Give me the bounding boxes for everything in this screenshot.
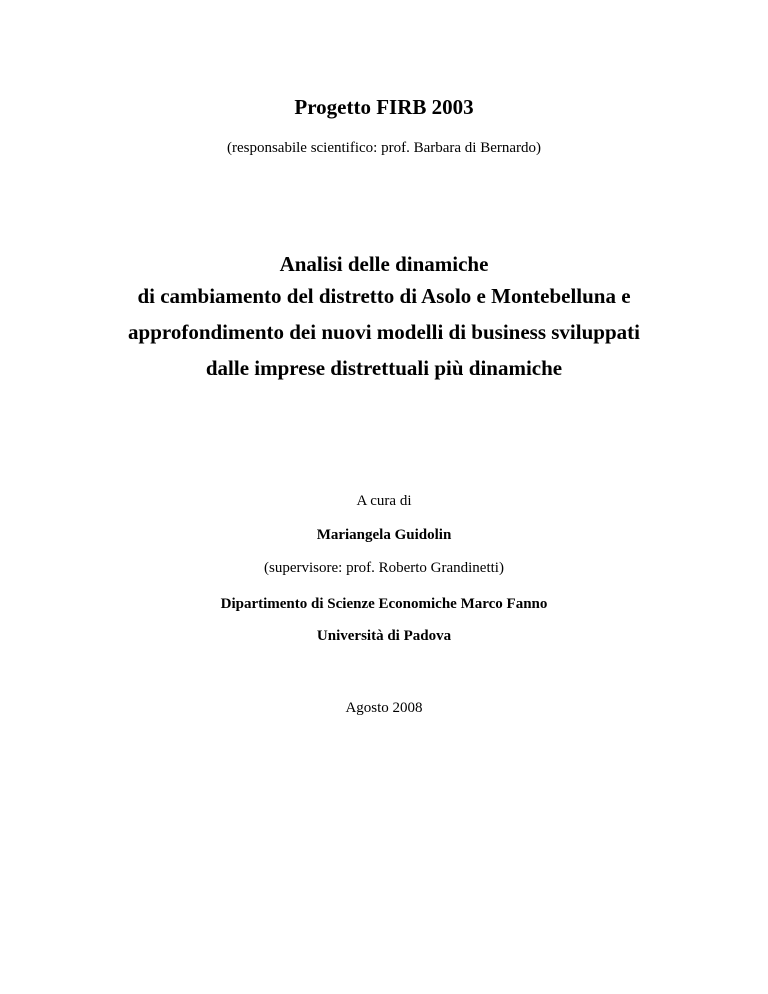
supervisor: (supervisore: prof. Roberto Grandinetti) bbox=[264, 560, 504, 576]
university: Università di Padova bbox=[316, 628, 452, 644]
author-name: Mariangela Guidolin bbox=[316, 527, 452, 543]
publication-date: Agosto 2008 bbox=[345, 700, 423, 716]
curated-by-label: A cura di bbox=[356, 493, 412, 509]
title-line: approfondimento dei nuovi modelli di business sviluppati bbox=[128, 320, 640, 344]
project-title: Progetto FIRB 2003 bbox=[294, 95, 474, 119]
title-line: Analisi delle dinamiche bbox=[279, 252, 489, 276]
department: Dipartimento di Scienze Economiche Marco Fanno bbox=[220, 596, 548, 612]
responsible-scientist: (responsabile scientifico: prof. Barbara di Bernardo) bbox=[226, 140, 542, 156]
title-line: dalle imprese distrettuali più dinamiche bbox=[205, 356, 563, 380]
title-line: di cambiamento del distretto di Asolo e Montebelluna e bbox=[137, 284, 631, 308]
